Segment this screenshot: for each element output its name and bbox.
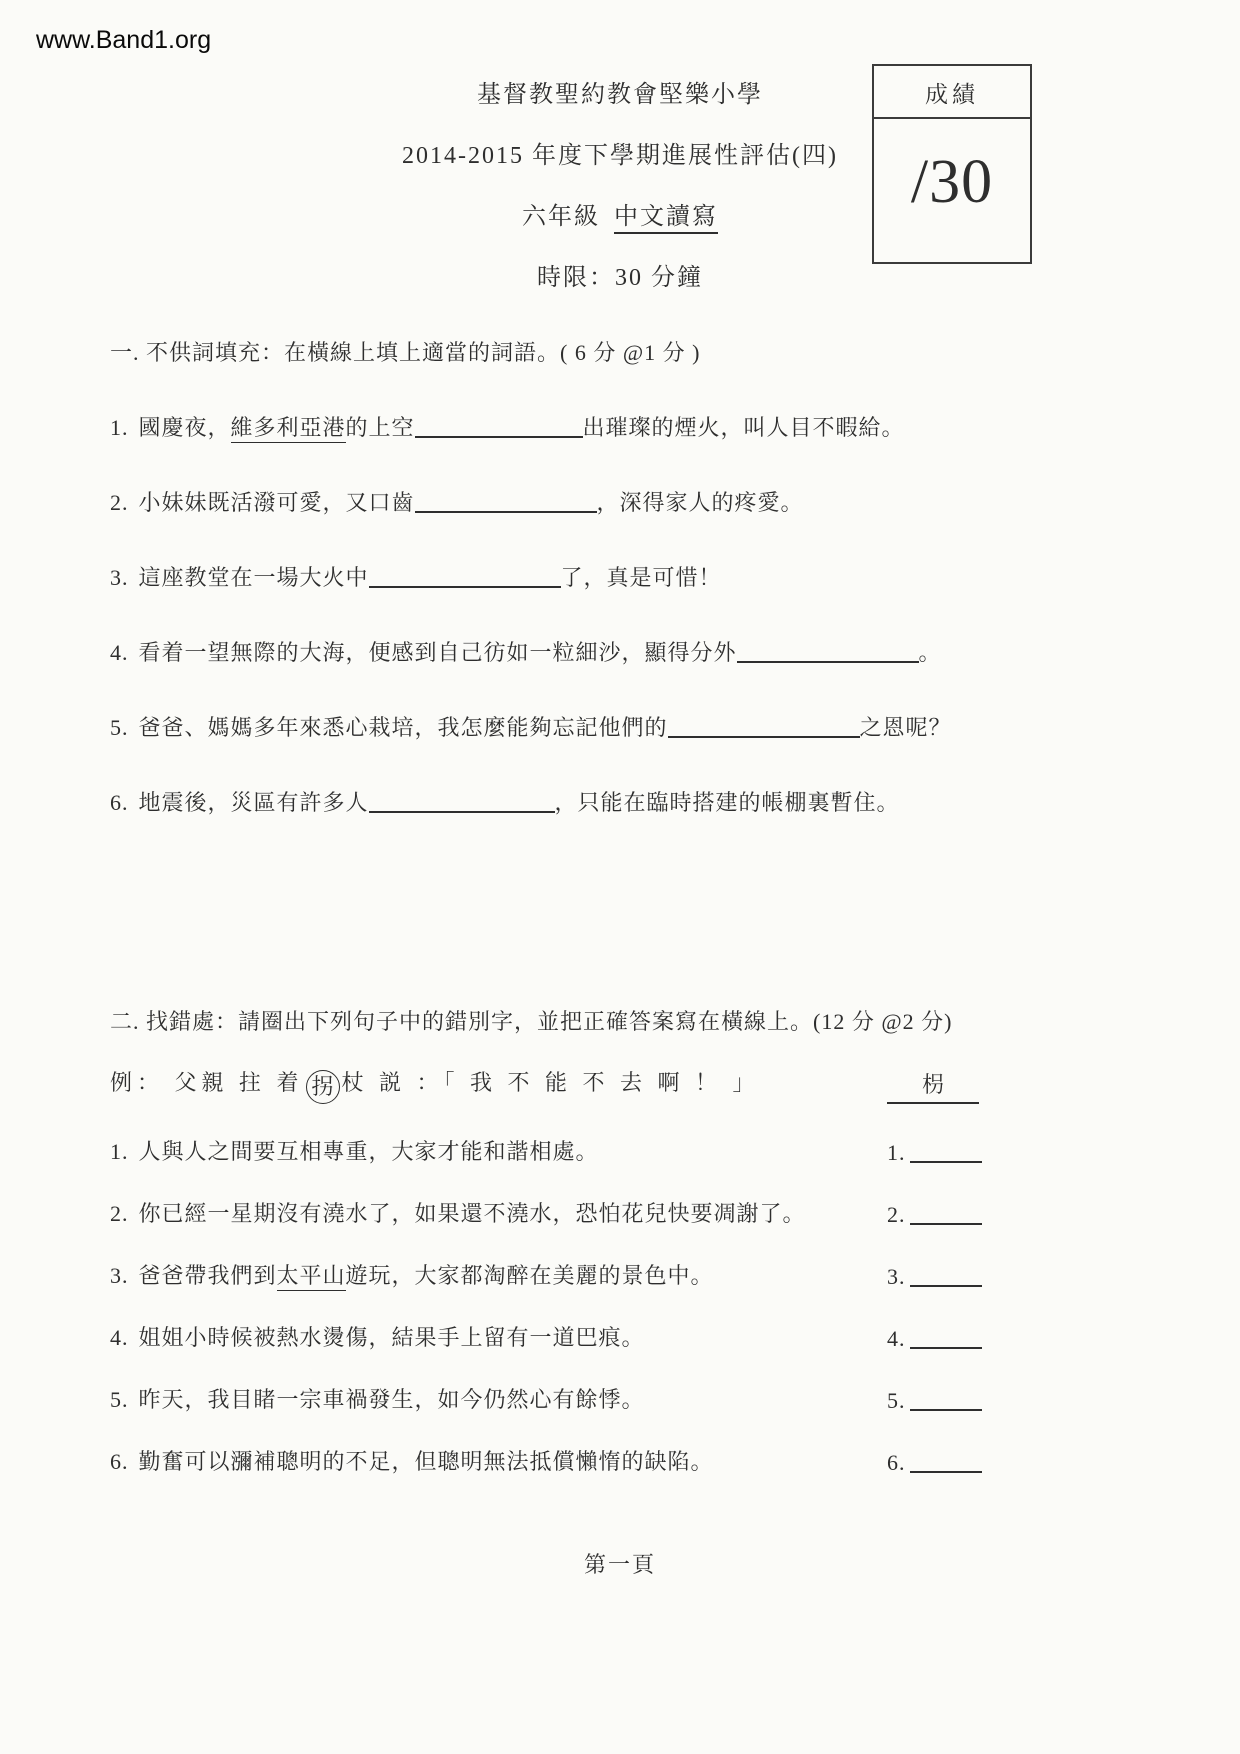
question-text: 的上空 <box>345 415 415 440</box>
sentence <box>110 1445 887 1476</box>
school-name: 基督教聖約教會堅樂小學 <box>477 82 763 108</box>
score-value: /30 <box>910 148 994 216</box>
fill-in-blank <box>369 792 555 813</box>
example-text: 杖 説 ：「 我 不 能 不 去 啊 ！ 」 <box>341 1070 760 1095</box>
question-number: 6. <box>110 1449 129 1474</box>
question-text: 國慶夜， <box>138 415 231 440</box>
question-text: 出璀璨的煙火，叫人目不暇給。 <box>582 415 905 440</box>
fill-in-blank <box>737 642 919 663</box>
question-text: 。 <box>918 640 942 665</box>
sentence-text: 勤奮可以瀰補聰明的不足，但聰明無法抵償懶惰的缺陷。 <box>138 1449 714 1474</box>
sentence-text: 你已經一星期沒有澆水了，如果還不澆水，恐怕花兒快要凋謝了。 <box>138 1201 806 1226</box>
question-number: 4. <box>110 1325 129 1350</box>
question-number: 5. <box>110 715 129 740</box>
sentence-text: 昨天，我目睹一宗車禍發生，如今仍然心有餘悸。 <box>138 1387 645 1412</box>
section-2-title: 二. 找錯處：請圈出下列句子中的錯別字，並把正確答案寫在橫線上。(12 分 @2 分) <box>110 1009 953 1034</box>
watermark: www.Band1.org <box>36 26 212 54</box>
fill-in-blank <box>668 717 860 738</box>
question-number: 2. <box>110 1201 129 1226</box>
answer-blank <box>910 1328 982 1349</box>
time-limit: 時限：30 分鐘 <box>537 265 703 291</box>
sentence-text: 人與人之間要互相專重，大家才能和諧相處。 <box>138 1139 599 1164</box>
question-row-5 <box>110 711 1180 742</box>
sentence <box>110 1135 887 1166</box>
question-text: 這座教堂在一場大火中 <box>138 565 369 590</box>
question-row-2 <box>110 486 1180 517</box>
answer-number: 5. <box>887 1388 906 1413</box>
error-question-row-2 <box>110 1197 995 1228</box>
answer-area <box>887 1388 995 1414</box>
question-number: 3. <box>110 1263 129 1288</box>
sentence <box>110 1197 887 1228</box>
answer-blank <box>910 1452 982 1473</box>
fill-in-blank <box>415 492 597 513</box>
error-question-row-3 <box>110 1259 995 1290</box>
answer-number: 3. <box>887 1264 906 1289</box>
example-row <box>110 1066 995 1104</box>
answer-number: 2. <box>887 1202 906 1227</box>
section-1-title: 一. 不供詞填充：在橫線上填上適當的詞語。( 6 分 @1 分 ) <box>110 340 701 365</box>
answer-area <box>887 1140 995 1166</box>
score-label: 成績 <box>874 66 1030 119</box>
answer-number: 4. <box>887 1326 906 1351</box>
answer-blank <box>910 1266 982 1287</box>
underlined-term: 維多利亞港 <box>231 415 346 443</box>
question-number: 3. <box>110 565 129 590</box>
question-text: 看着一望無際的大海，便感到自己彷如一粒細沙，顯得分外 <box>138 640 737 665</box>
question-text: 之恩呢？ <box>859 715 952 740</box>
assessment-title: 2014-2015 年度下學期進展性評估(四) <box>402 143 838 169</box>
sentence-text: 遊玩，大家都淘醉在美麗的景色中。 <box>345 1263 714 1288</box>
question-number: 1. <box>110 415 129 440</box>
answer-area <box>887 1264 995 1290</box>
question-number: 2. <box>110 490 129 515</box>
sentence-text: 爸爸帶我們到 <box>138 1263 277 1288</box>
sentence <box>110 1321 887 1352</box>
answer-blank <box>910 1390 982 1411</box>
example-sentence <box>110 1066 760 1104</box>
fill-in-blank <box>369 567 561 588</box>
error-question-row-5 <box>110 1383 995 1414</box>
answer-area <box>887 1450 995 1476</box>
question-text: 爸爸、媽媽多年來悉心栽培，我怎麼能夠忘記他們的 <box>138 715 668 740</box>
question-number: 4. <box>110 640 129 665</box>
example-answer-area <box>887 1068 995 1104</box>
answer-area <box>887 1326 995 1352</box>
question-number: 5. <box>110 1387 129 1412</box>
error-question-row-4 <box>110 1321 995 1352</box>
answer-area <box>887 1202 995 1228</box>
subject-label: 中文讀寫 <box>614 204 718 234</box>
section-1 <box>110 336 1180 817</box>
question-row-6 <box>110 786 1180 817</box>
question-row-3 <box>110 561 1180 592</box>
section-2 <box>110 1005 995 1476</box>
answer-blank <box>910 1204 982 1225</box>
circled-wrong-character: 拐 <box>306 1070 340 1104</box>
question-row-4 <box>110 636 1180 667</box>
sentence <box>110 1259 887 1290</box>
question-text: ，只能在臨時搭建的帳棚裏暫住。 <box>554 790 900 815</box>
score-box <box>872 64 1032 264</box>
question-number: 1. <box>110 1139 129 1164</box>
grade-label: 六年級 <box>522 204 600 230</box>
question-text: 地震後，災區有許多人 <box>138 790 369 815</box>
answer-number: 1. <box>887 1140 906 1165</box>
question-text: 了，真是可惜！ <box>560 565 722 590</box>
error-question-row-6 <box>110 1445 995 1476</box>
question-text: 小妹妹既活潑可愛，又口齒 <box>138 490 415 515</box>
answer-blank <box>910 1142 982 1163</box>
question-number: 6. <box>110 790 129 815</box>
underlined-term: 太平山 <box>277 1263 346 1291</box>
example-answer: 枴 <box>887 1068 979 1104</box>
example-text: 例： 父親 拄 着 <box>110 1070 304 1095</box>
sentence <box>110 1383 887 1414</box>
question-text: ，深得家人的疼愛。 <box>596 490 804 515</box>
error-question-row-1 <box>110 1135 995 1166</box>
page-footer: 第一頁 <box>583 1552 656 1577</box>
grade-subject-line <box>0 196 1240 231</box>
answer-number: 6. <box>887 1450 906 1475</box>
question-row-1 <box>110 411 1180 442</box>
fill-in-blank <box>415 417 583 438</box>
sentence-text: 姐姐小時候被熱水燙傷，結果手上留有一道巴痕。 <box>138 1325 645 1350</box>
